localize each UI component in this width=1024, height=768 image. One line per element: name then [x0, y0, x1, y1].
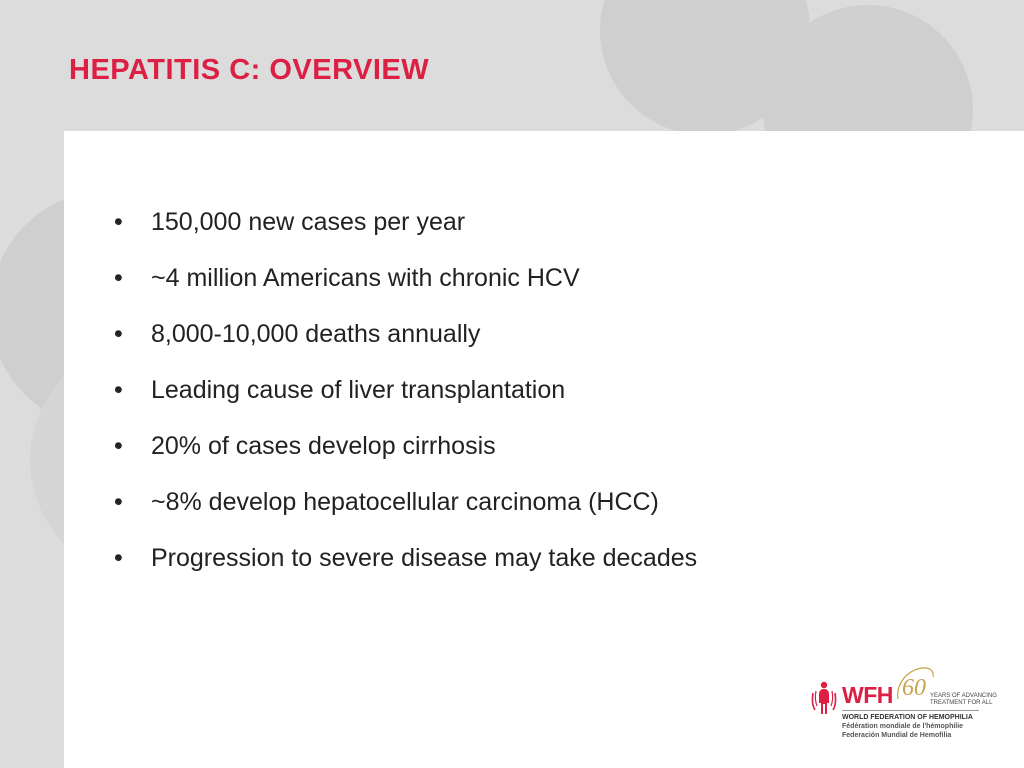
bullet-item: [114, 537, 697, 593]
bullet-text: 150,000 new cases per year: [151, 208, 466, 236]
bullet-text: Leading cause of liver transplantation: [151, 376, 566, 404]
logo-acronym: WFH: [842, 682, 893, 708]
bullet-icon: •: [114, 544, 123, 572]
bullet-item: [114, 369, 697, 425]
bullet-icon: •: [114, 320, 123, 348]
bullet-icon: •: [114, 208, 123, 236]
logo-org-names: [842, 713, 973, 740]
bullet-icon: •: [114, 488, 123, 516]
content-panel: [64, 131, 1024, 768]
slide-title: HEPATITIS C: OVERVIEW: [69, 54, 430, 86]
org-name-es: Federación Mundial de Hemofilia: [842, 732, 952, 739]
svg-text:60: 60: [902, 675, 926, 701]
logo-tagline: YEARS OF ADVANCING TREATMENT FOR ALL: [930, 693, 997, 706]
bullet-text: 20% of cases develop cirrhosis: [151, 432, 496, 460]
wfh-logo: [810, 663, 997, 745]
bullet-icon: •: [114, 432, 123, 460]
org-name-fr: Fédération mondiale de l'hémophilie: [842, 723, 964, 730]
bullet-text: ~4 million Americans with chronic HCV: [151, 264, 580, 292]
logo-divider: [842, 710, 979, 711]
hemophilia-figure-icon: [810, 681, 838, 715]
bullet-icon: •: [114, 376, 123, 404]
bullet-item: [114, 313, 697, 369]
bullet-text: Progression to severe disease may take decades: [151, 544, 698, 572]
bullet-icon: •: [114, 264, 123, 292]
bullet-text: ~8% develop hepatocellular carcinoma (HCC): [151, 488, 659, 516]
bullet-list: [114, 201, 697, 593]
org-name-en: WORLD FEDERATION OF HEMOPHILIA: [842, 714, 973, 721]
bullet-item: [114, 201, 697, 257]
bullet-item: [114, 257, 697, 313]
bullet-item: [114, 481, 697, 537]
bullet-text: 8,000-10,000 deaths annually: [151, 320, 481, 348]
bullet-item: [114, 425, 697, 481]
